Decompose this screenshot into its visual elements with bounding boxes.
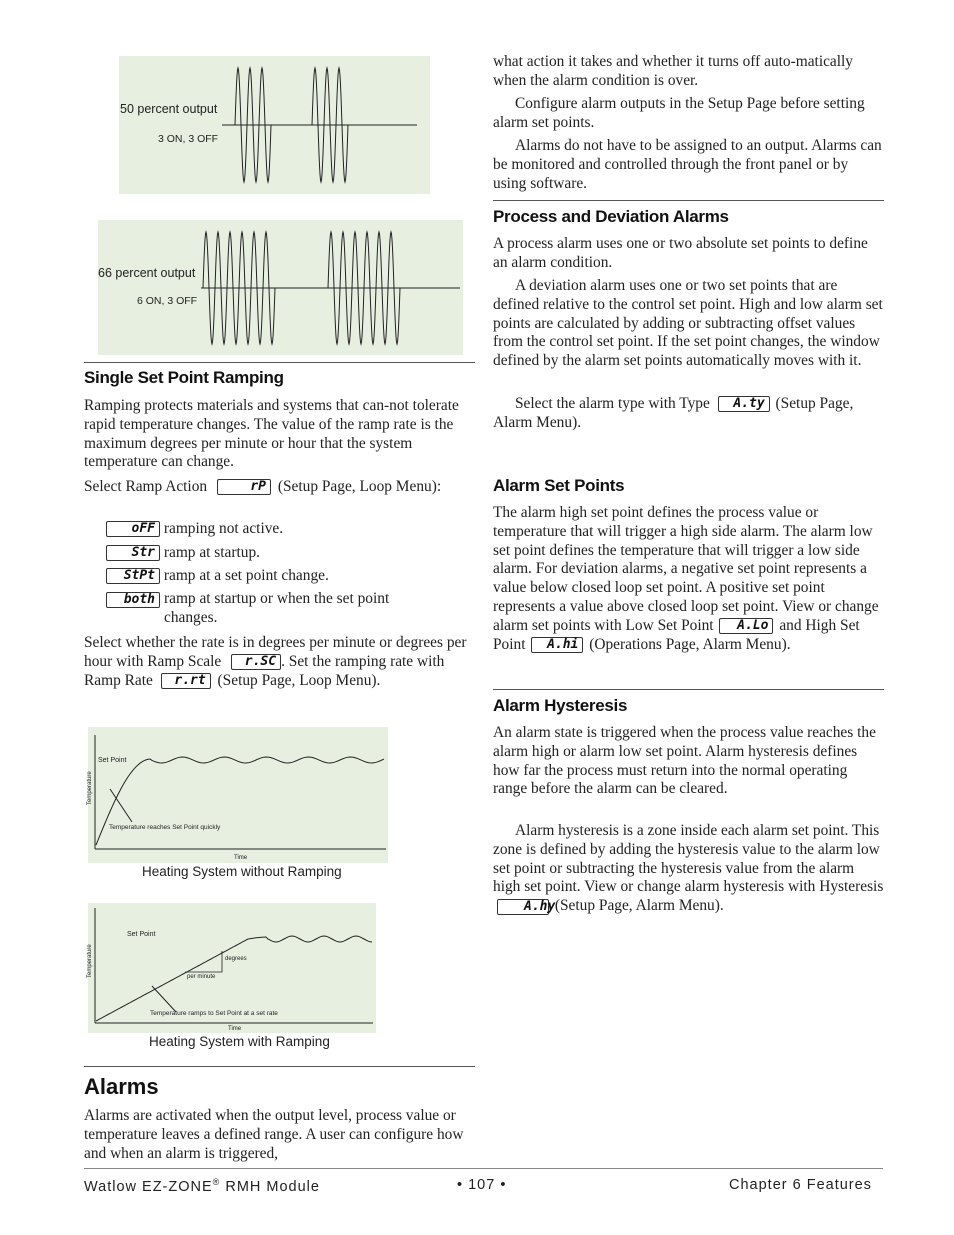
hysteresis-menu: (Setup Page, Alarm Menu). <box>554 897 724 915</box>
ramp-annotation: Temperature ramps to Set Point at a set rate <box>150 1010 278 1017</box>
ramp-scale-paragraph <box>84 634 474 690</box>
no-ramp-y-label: Temperature <box>87 771 93 805</box>
ramp-setpoint-label: Set Point <box>127 931 156 938</box>
pulse-diagram-66-percent <box>98 220 463 355</box>
heating-without-ramping-diagram <box>88 727 388 863</box>
pulse-50-label: 50 percent output <box>120 102 218 116</box>
section-rule <box>84 362 475 363</box>
ramp-per-minute-label: per minute <box>187 974 216 980</box>
hysteresis-zone-text: Alarm hysteresis is a zone inside each alarm set point. This zone is defined by adding the hysteresis value to the alarm low set point or subtracting the hysteresis value from the alarm high set point. View or change alarm hysteresis with Hysteresis <box>493 822 884 896</box>
setpoints-heading: Alarm Set Points <box>493 476 625 495</box>
ahi-display-code: A.hi <box>531 637 583 653</box>
heating-with-ramping-diagram <box>88 903 376 1033</box>
alarms-config-paragraph: Configure alarm outputs in the Setup Page before setting alarm set points. <box>493 95 865 131</box>
ramp-option-str <box>106 544 260 563</box>
process-paragraph: A process alarm uses one or two absolute set points to define an alarm condition. <box>493 235 868 271</box>
ramp-action-menu: (Setup Page, Loop Menu): <box>277 478 442 495</box>
ramp-action-paragraph <box>84 478 474 497</box>
setpoints-menu: (Operations Page, Alarm Menu). <box>589 635 791 653</box>
alarm-type-menu: (Setup Page, Alarm Menu). <box>493 395 854 431</box>
ramp-option-both <box>106 590 446 628</box>
footer-rule <box>84 1168 883 1169</box>
deviation-paragraph: A deviation alarm uses one or two set points that are defined relative to the control set point. High and low alarm set points are calculated by adding or subtracting offset values from the control set point. If the set point changes, the window defined by the alarm set points automatically moves with it. <box>493 277 883 370</box>
rsc-display-code: r.SC <box>231 654 281 670</box>
footer-product <box>84 1177 320 1195</box>
ramp-degrees-label: degrees <box>225 956 247 962</box>
footer-page-number: • 107 • <box>457 1177 507 1193</box>
footer-product-module: RMH Module <box>220 1178 320 1195</box>
ramping-heading: Single Set Point Ramping <box>84 368 284 387</box>
ramp-y-label: Temperature <box>87 944 93 978</box>
alo-display-code: A.Lo <box>719 618 773 634</box>
no-ramp-annotation: Temperature reaches Set Point quickly <box>109 824 221 831</box>
no-ramp-x-label: Time <box>234 855 248 861</box>
footer-product-name: Watlow EZ-ZONE <box>84 1178 213 1195</box>
ramping-paragraph: Ramping protects materials and systems that can-not tolerate rapid temperature changes. The value of the ramp rate is the maximum degrees per minute or hour that the system temperature can change. <box>84 397 459 471</box>
pulse-50-sub: 3 ON, 3 OFF <box>158 133 219 145</box>
hysteresis-heading: Alarm Hysteresis <box>493 696 628 715</box>
alarms-paragraph-continued: what action it takes and whether it turns off auto-matically when the alarm condition is over. <box>493 53 854 89</box>
registered-mark: ® <box>212 1177 221 1187</box>
ramp-scale-text: Select whether the rate is in degrees per minute or degrees per hour with Ramp Scale <box>84 634 467 670</box>
ramp-option-off <box>106 520 283 539</box>
alarms-output-paragraph: Alarms do not have to be assigned to an output. Alarms can be monitored and controlled through the front panel or by using software. <box>493 137 882 192</box>
pulse-66-sub: 6 ON, 3 OFF <box>137 295 198 307</box>
rrt-display-code: r.rt <box>161 673 211 689</box>
stpt-display-code: StPt <box>106 568 160 584</box>
off-display-code: oFF <box>106 521 160 537</box>
process-heading: Process and Deviation Alarms <box>493 207 729 226</box>
section-rule <box>84 1066 475 1067</box>
no-ramp-caption: Heating System without Ramping <box>142 864 342 879</box>
alarms-heading: Alarms <box>84 1074 159 1099</box>
hysteresis-paragraph: An alarm state is triggered when the process value reaches the alarm high or alarm low set point. Alarm hysteresis defines how far the process must return into the normal operating range before the alarm can be cleared. <box>493 724 876 798</box>
ramp-rate-menu: (Setup Page, Loop Menu). <box>217 671 381 689</box>
ramp-option-text: ramp at startup. <box>163 544 261 561</box>
ramp-option-text: ramp at startup or when the set point changes. <box>164 590 390 626</box>
ramp-option-text: ramp at a set point change. <box>163 567 329 584</box>
section-rule <box>493 689 884 690</box>
setpoints-paragraph <box>493 504 885 654</box>
footer-chapter: Chapter 6 Features <box>729 1177 872 1193</box>
alarms-paragraph: Alarms are activated when the output level, process value or temperature leaves a defined range. A user can configure how and when an alarm is triggered, <box>84 1107 464 1162</box>
str-display-code: Str <box>106 545 160 561</box>
ramp-x-label: Time <box>228 1026 242 1032</box>
both-display-code: both <box>106 592 160 608</box>
alarm-type-paragraph <box>493 395 885 433</box>
ahy-display-code: A.hy <box>497 899 549 915</box>
aty-display-code: A.ty <box>718 396 770 412</box>
setpoints-high-text: and High Set Point <box>493 616 860 653</box>
no-ramp-setpoint-label: Set Point <box>98 757 127 764</box>
alarm-type-text: Select the alarm type with Type <box>515 395 710 412</box>
setpoints-text: The alarm high set point defines the process value or temperature that will trigger a high side alarm. The alarm low set point defines the temperature that will trigger a low side alarm. For deviation alarms, a negative set point represents a value below closed loop set point. A positive set point represents a value above closed loop set point. View or change alarm set points with Low Set Point <box>493 504 879 634</box>
pulse-66-label: 66 percent output <box>98 266 196 280</box>
ramp-rate-text: . Set the ramping rate with Ramp Rate <box>84 652 445 689</box>
pulse-diagram-50-percent <box>119 56 430 194</box>
hysteresis-zone-paragraph <box>493 822 885 916</box>
ramp-option-stpt <box>106 567 329 586</box>
ramp-option-text: ramping not active. <box>163 520 284 537</box>
rp-display-code: rP <box>217 479 271 495</box>
ramp-caption: Heating System with Ramping <box>149 1034 330 1049</box>
section-rule <box>493 200 884 201</box>
ramp-action-text: Select Ramp Action <box>84 478 208 495</box>
